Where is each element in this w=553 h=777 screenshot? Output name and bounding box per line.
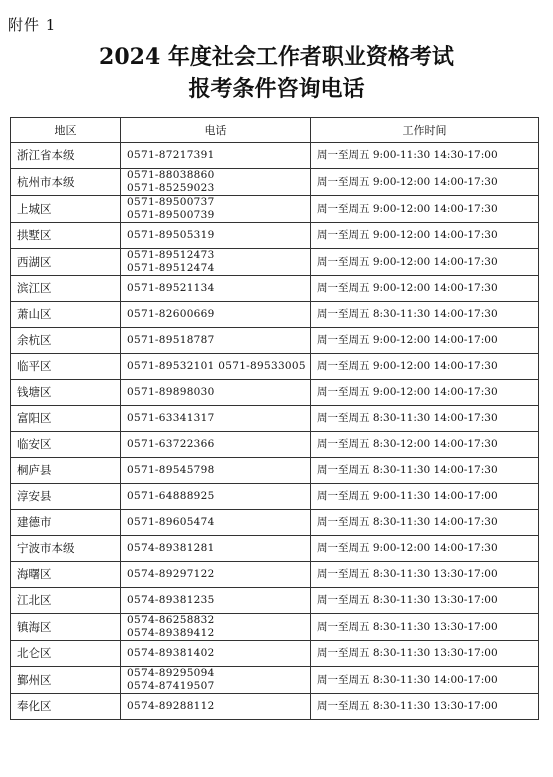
hours-cell: 周一至周五 9:00-12:00 14:00-17:30 — [311, 196, 539, 223]
area-cell: 桐庐县 — [11, 458, 121, 484]
area-cell: 奉化区 — [11, 694, 121, 720]
phone-number: 0571-89521134 — [127, 282, 215, 294]
area-cell: 宁波市本级 — [11, 536, 121, 562]
hours-cell: 周一至周五 9:00-12:00 14:00-17:30 — [311, 536, 539, 562]
table-row — [11, 510, 539, 536]
hours-cell: 周一至周五 8:30-11:30 14:00-17:00 — [311, 667, 539, 694]
phone-number: 0571-64888925 — [127, 490, 215, 502]
table-row — [11, 223, 539, 249]
table-row — [11, 380, 539, 406]
phone-number: 0574-89295094 — [127, 667, 215, 679]
area-cell: 镇海区 — [11, 614, 121, 641]
table-row — [11, 694, 539, 720]
phone-cell — [121, 354, 311, 380]
document-title: 2024 年度社会工作者职业资格考试 — [99, 44, 454, 70]
hours-cell: 周一至周五 9:00-12:00 14:00-17:30 — [311, 380, 539, 406]
phone-number: 0571-87217391 — [127, 149, 215, 161]
phone-number: 0574-89381235 — [127, 594, 215, 606]
phone-number: 0571-85259023 — [127, 182, 215, 194]
area-cell: 杭州市本级 — [11, 169, 121, 196]
phone-number: 0571-89518787 — [127, 334, 215, 346]
hours-cell: 周一至周五 8:30-11:30 14:00-17:30 — [311, 510, 539, 536]
phone-number: 0571-63341317 — [127, 412, 215, 424]
phone-number: 0571-89605474 — [127, 516, 215, 528]
hours-cell: 周一至周五 8:30-11:30 13:30-17:00 — [311, 694, 539, 720]
area-cell: 江北区 — [11, 588, 121, 614]
area-cell: 海曙区 — [11, 562, 121, 588]
area-cell: 滨江区 — [11, 276, 121, 302]
phone-cell — [121, 510, 311, 536]
area-cell: 上城区 — [11, 196, 121, 223]
table-row — [11, 562, 539, 588]
area-cell: 余杭区 — [11, 328, 121, 354]
table-row — [11, 536, 539, 562]
area-cell: 拱墅区 — [11, 223, 121, 249]
phone-cell — [121, 667, 311, 694]
document-subtitle: 报考条件咨询电话 — [188, 76, 365, 102]
table-row — [11, 354, 539, 380]
hours-cell: 周一至周五 8:30-11:30 14:00-17:30 — [311, 406, 539, 432]
table-row — [11, 588, 539, 614]
table-row — [11, 302, 539, 328]
hours-cell: 周一至周五 8:30-12:00 14:00-17:30 — [311, 432, 539, 458]
table-row — [11, 328, 539, 354]
phone-cell — [121, 641, 311, 667]
consultation-phone-table — [10, 117, 539, 720]
phone-cell — [121, 536, 311, 562]
phone-number: 0574-89381402 — [127, 647, 215, 659]
phone-number: 0571-89500737 — [127, 196, 215, 208]
phone-cell — [121, 223, 311, 249]
phone-cell — [121, 169, 311, 196]
table-header-row — [11, 118, 539, 143]
phone-cell — [121, 484, 311, 510]
phone-number: 0574-89381281 — [127, 542, 215, 554]
area-cell: 北仑区 — [11, 641, 121, 667]
area-cell: 淳安县 — [11, 484, 121, 510]
phone-cell — [121, 380, 311, 406]
hours-cell: 周一至周五 8:30-11:30 13:30-17:00 — [311, 562, 539, 588]
area-cell: 钱塘区 — [11, 380, 121, 406]
hours-cell: 周一至周五 9:00-12:00 14:00-17:30 — [311, 354, 539, 380]
area-cell: 浙江省本级 — [11, 143, 121, 169]
phone-number: 0571-82600669 — [127, 308, 215, 320]
table-body — [11, 143, 539, 720]
area-cell: 西湖区 — [11, 249, 121, 276]
table-row — [11, 196, 539, 223]
area-cell: 鄞州区 — [11, 667, 121, 694]
phone-cell — [121, 276, 311, 302]
phone-number: 0571-88038860 — [127, 169, 215, 181]
hours-cell: 周一至周五 8:30-11:30 13:30-17:00 — [311, 641, 539, 667]
phone-number: 0571-63722366 — [127, 438, 215, 450]
phone-cell — [121, 432, 311, 458]
phone-cell — [121, 143, 311, 169]
table-row — [11, 406, 539, 432]
phone-cell — [121, 588, 311, 614]
area-cell: 富阳区 — [11, 406, 121, 432]
hours-cell: 周一至周五 9:00-11:30 14:00-17:00 — [311, 484, 539, 510]
hours-cell: 周一至周五 8:30-11:30 14:00-17:30 — [311, 302, 539, 328]
table-row — [11, 641, 539, 667]
phone-number: 0571-89505319 — [127, 229, 215, 241]
hours-cell: 周一至周五 9:00-12:00 14:00-17:30 — [311, 249, 539, 276]
attachment-label: 附件 1 — [8, 16, 57, 34]
phone-number: 0574-87419507 — [127, 680, 215, 692]
phone-cell — [121, 302, 311, 328]
phone-number: 0571-89512474 — [127, 262, 215, 274]
phone-cell — [121, 458, 311, 484]
table-row — [11, 458, 539, 484]
header-phone: 电话 — [121, 118, 311, 143]
phone-number: 0571-89898030 — [127, 386, 215, 398]
hours-cell: 周一至周五 9:00-12:00 14:00-17:30 — [311, 276, 539, 302]
phone-cell — [121, 196, 311, 223]
phone-cell — [121, 249, 311, 276]
phone-cell — [121, 614, 311, 641]
table-row — [11, 249, 539, 276]
phone-number: 0574-89297122 — [127, 568, 215, 580]
phone-cell — [121, 562, 311, 588]
phone-cell — [121, 328, 311, 354]
phone-number: 0571-89545798 — [127, 464, 215, 476]
phone-number: 0571-89500739 — [127, 209, 215, 221]
phone-number: 0574-89288112 — [127, 700, 215, 712]
phone-cell — [121, 406, 311, 432]
phone-number: 0574-86258832 — [127, 614, 215, 626]
table-row — [11, 276, 539, 302]
hours-cell: 周一至周五 8:30-11:30 14:00-17:30 — [311, 458, 539, 484]
area-cell: 临安区 — [11, 432, 121, 458]
area-cell: 建德市 — [11, 510, 121, 536]
header-area: 地区 — [11, 118, 121, 143]
table-row — [11, 484, 539, 510]
hours-cell: 周一至周五 9:00-12:00 14:00-17:30 — [311, 169, 539, 196]
table-row — [11, 143, 539, 169]
hours-cell: 周一至周五 8:30-11:30 13:30-17:00 — [311, 614, 539, 641]
area-cell: 萧山区 — [11, 302, 121, 328]
phone-number: 0571-89512473 — [127, 249, 215, 261]
table-row — [11, 169, 539, 196]
hours-cell: 周一至周五 9:00-11:30 14:30-17:00 — [311, 143, 539, 169]
hours-cell: 周一至周五 8:30-11:30 13:30-17:00 — [311, 588, 539, 614]
table-row — [11, 614, 539, 641]
table-row — [11, 667, 539, 694]
area-cell: 临平区 — [11, 354, 121, 380]
phone-number: 0571-89532101 0571-89533005 — [127, 360, 306, 372]
hours-cell: 周一至周五 9:00-12:00 14:00-17:30 — [311, 223, 539, 249]
phone-number: 0574-89389412 — [127, 627, 215, 639]
header-hours: 工作时间 — [311, 118, 539, 143]
phone-cell — [121, 694, 311, 720]
hours-cell: 周一至周五 9:00-12:00 14:00-17:00 — [311, 328, 539, 354]
table-row — [11, 432, 539, 458]
